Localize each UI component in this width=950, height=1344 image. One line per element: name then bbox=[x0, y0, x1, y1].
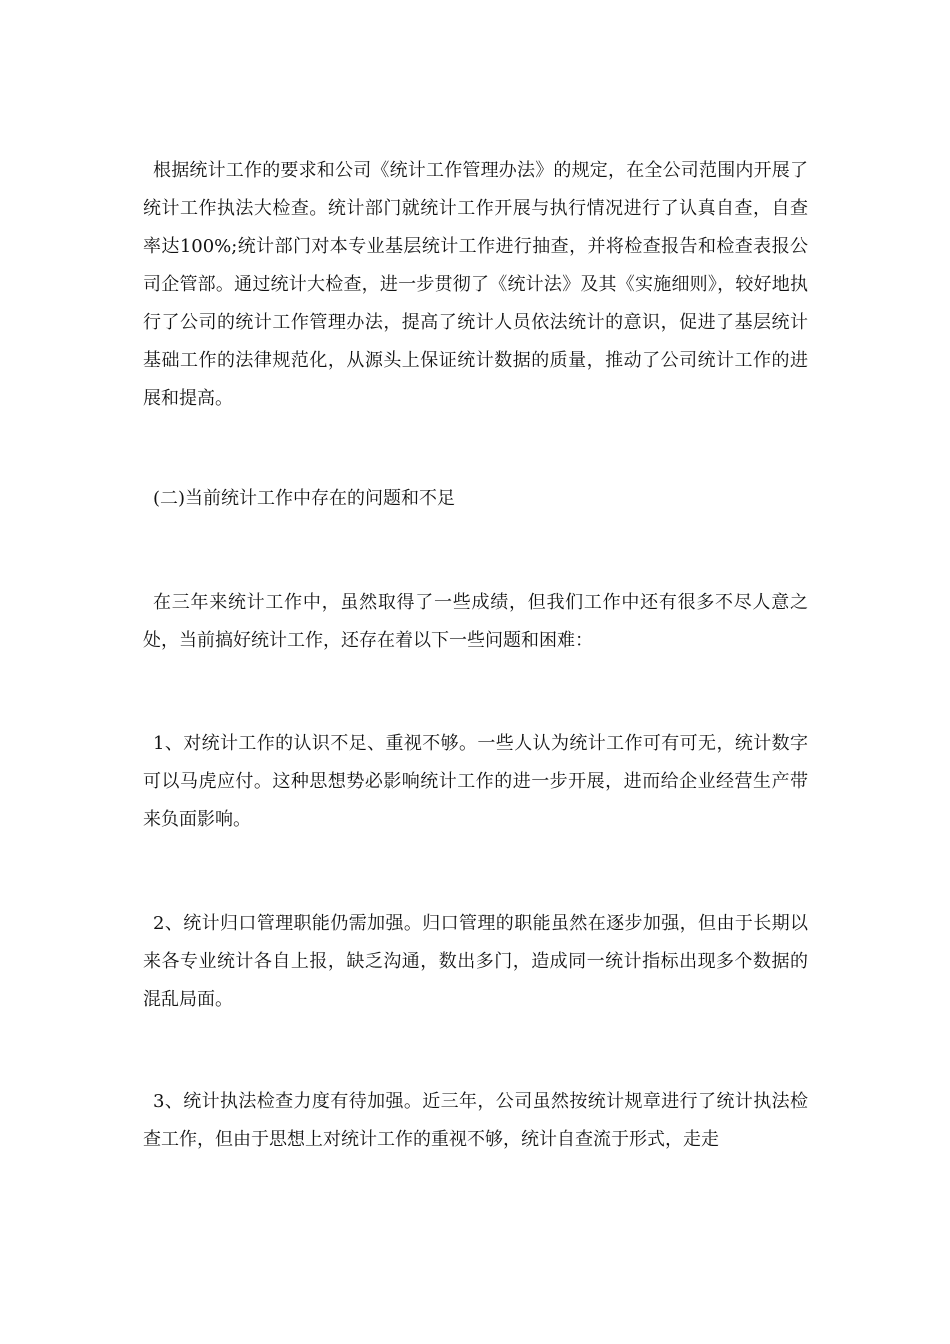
paragraph-problem-1: 1、对统计工作的认识不足、重视不够。一些人认为统计工作可有可无，统计数字可以马虎应付。这种思想势必影响统计工作的进一步开展，进而给企业经营生产带来负面影响。 bbox=[143, 733, 808, 830]
paragraph-problem-2: 2、统计归口管理职能仍需加强。归口管理的职能虽然在逐步加强，但由于长期以来各专业统计各自上报，缺乏沟通，数出多门，造成同一统计指标出现多个数据的混乱局面。 bbox=[143, 913, 808, 1010]
section-heading-problems: (二)当前统计工作中存在的问题和不足 bbox=[153, 488, 456, 509]
paragraph-inspection-summary: 根据统计工作的要求和公司《统计工作管理办法》的规定，在全公司范围内开展了统计工作执法大检查。统计部门就统计工作开展与执行情况进行了认真自查，自查率达100%;统计部门对本专业基层统计工作进行抽查，并将检查报告和检查表报公司企管部。通过统计大检查，进一步贯彻了《统计法》及其《实施细则》，较好地执行了公司的统计工作管理办法，提高了统计人员依法统计的意识，促进了基层统计基础工作的法律规范化，从源头上保证统计数据的质量，推动了公司统计工作的进展和提高。 bbox=[143, 160, 808, 409]
paragraph-problem-3: 3、统计执法检查力度有待加强。近三年，公司虽然按统计规章进行了统计执法检查工作，但由于思想上对统计工作的重视不够，统计自查流于形式，走走 bbox=[143, 1091, 808, 1150]
paragraph-problems-intro: 在三年来统计工作中，虽然取得了一些成绩，但我们工作中还有很多不尽人意之处，当前搞好统计工作，还存在着以下一些问题和困难： bbox=[143, 592, 808, 651]
